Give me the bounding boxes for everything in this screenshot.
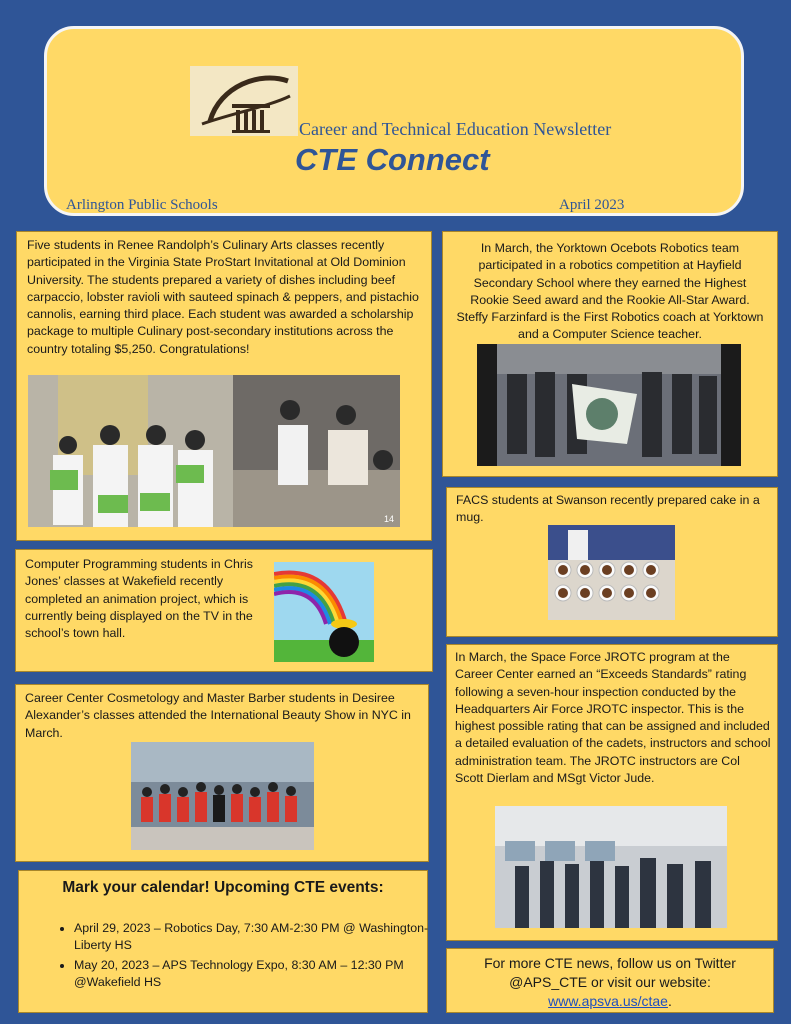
issue-date: April 2023 xyxy=(559,197,625,213)
follow-message: For more CTE news, follow us on Twitter @APS_CTE or visit our website: xyxy=(484,955,736,990)
facs-text: FACS students at Swanson recently prepared cake in a mug. xyxy=(456,493,760,525)
facs-photo xyxy=(548,525,675,620)
cosmetology-text: Career Center Cosmetology and Master Barber students in Desiree Alexander’s classes attended the International Beauty Show in NYC in March. xyxy=(25,691,411,740)
follow-period: . xyxy=(667,993,672,1009)
beauty-show-photo xyxy=(131,742,314,850)
newsletter-subtitle: Career and Technical Education Newsletter xyxy=(299,119,612,139)
culinary-text: Five students in Renee Randolph’s Culinary Arts classes recently participated in the Virginia State ProStart Invitational at Old Dominion University. The students prepared a variety of dishes including beef carpaccio, lobster ravioli with sauteed spinach & peppers, and pistachio cannolis, earning third place. Each student was awarded a scholarship package to multiple Culinary post-secondary institutions across the country totaling $5,250. Congratulations! xyxy=(27,238,419,356)
event-item: • May 20, 2023 – APS Technology Expo, 8:30 AM – 12:30 PM @Wakefield HS xyxy=(74,957,434,992)
calendar-heading: Mark your calendar! Upcoming CTE events: xyxy=(62,879,384,896)
like-count: 14 xyxy=(384,514,395,524)
event-list xyxy=(54,920,434,993)
jrotc-text: In March, the Space Force JROTC program at the Career Center earned an “Exceeds Standards” rating following a seven-hour inspection conducted by the Headquarters Air Force JROTC inspector. This is the highest possible rating that can be assigned and included a detailed evaluation of the cadets, instructors and school administration team. The JROTC instructors are Col Scott Dierlam and MSgt Victor Jude. xyxy=(455,650,771,786)
culinary-photo xyxy=(28,375,400,527)
follow-text xyxy=(466,954,754,1011)
jrotc-photo xyxy=(495,806,727,928)
robotics-text: In March, the Yorktown Ocebots Robotics team participated in a robotics competition at Hayfield Secondary School where they earned the Highest Rookie Seed award and the Rookie All-Star Award. Steffy Farzinfard is the First Robotics coach at Yorktown and a Computer Science teacher. xyxy=(456,241,764,342)
event-item: • April 29, 2023 – Robotics Day, 7:30 AM-2:30 PM @ Washington-Liberty HS xyxy=(74,920,434,955)
programming-text: Computer Programming students in Chris Jones’ classes at Wakefield recently completed an animation project, which is currently being displayed on the TV in the school’s town hall. xyxy=(25,557,253,641)
aps-logo xyxy=(190,66,298,136)
newsletter-title: CTE Connect xyxy=(295,142,490,177)
rainbow-animation-image xyxy=(274,562,374,662)
website-link[interactable]: www.apsva.us/ctae xyxy=(548,993,668,1009)
district-name: Arlington Public Schools xyxy=(66,197,218,213)
robotics-photo xyxy=(477,344,741,466)
